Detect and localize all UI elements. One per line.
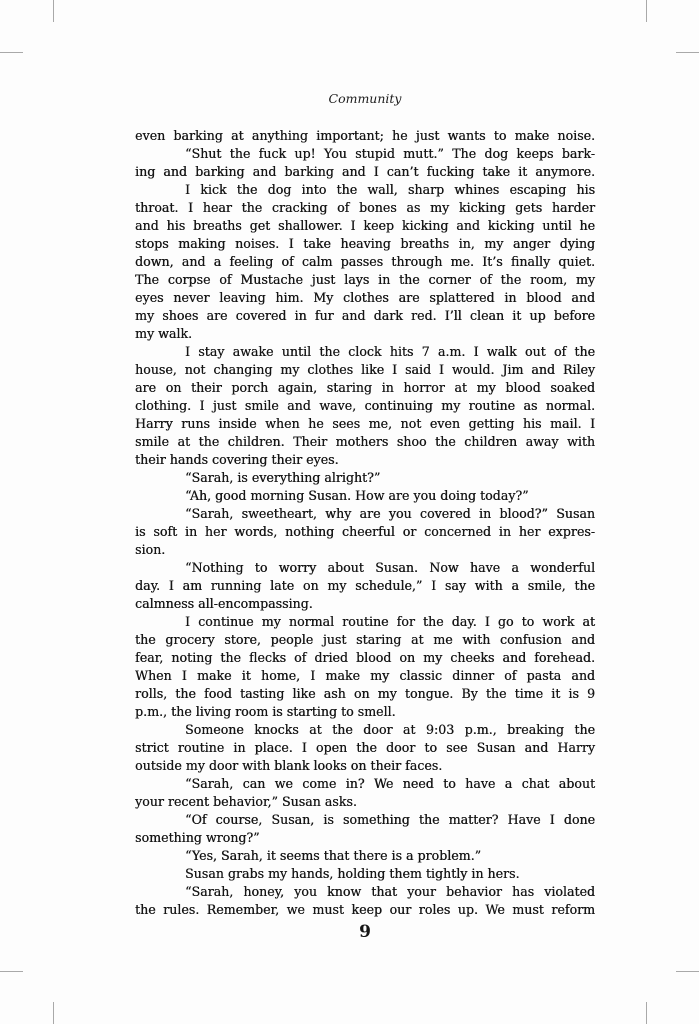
text-line: strict routine in place. I open the door to see Susan and Harry [135, 740, 595, 755]
paragraph [135, 847, 595, 865]
text-line: rolls, the food tasting like ash on my tongue. By the time it is 9 [135, 686, 595, 701]
crop-mark-top-left-horizontal [0, 52, 23, 53]
text-line: the grocery store, people just staring at me with confusion and [135, 632, 595, 647]
text-line: p.m., the living room is starting to smell. [135, 704, 396, 719]
running-header: Community [328, 91, 402, 106]
text-line: stops making noises. I take heaving breaths in, my anger dying [135, 236, 595, 251]
text-line: fear, noting the flecks of dried blood on my cheeks and forehead. [135, 650, 595, 665]
text-line: The corpse of Mustache just lays in the corner of the room, my [135, 272, 595, 287]
text-line: something wrong?” [135, 830, 260, 845]
crop-mark-bottom-right-vertical [646, 1002, 647, 1024]
text-line: is soft in her words, nothing cheerful or concerned in her expres- [135, 524, 595, 539]
text-line: are on their porch again, staring in horror at my blood soaked [135, 380, 595, 395]
paragraph [135, 613, 595, 721]
text-line: Harry runs inside when he sees me, not even getting his mail. I [135, 416, 595, 431]
text-line: the rules. Remember, we must keep our roles up. We must reform [135, 902, 595, 917]
text-line: “Yes, Sarah, it seems that there is a problem.” [185, 848, 482, 863]
text-line: down, and a feeling of calm passes through me. It’s finally quiet. [135, 254, 595, 269]
text-line: my shoes are covered in fur and dark red. I’ll clean it up before [135, 308, 595, 323]
crop-mark-top-right-vertical [646, 0, 647, 22]
crop-mark-top-left-vertical [53, 0, 54, 22]
paragraph [135, 775, 595, 811]
paragraph [135, 883, 595, 919]
text-line: When I make it home, I make my classic dinner of pasta and [135, 668, 595, 683]
text-line: outside my door with blank looks on their faces. [135, 758, 443, 773]
page-number: 9 [359, 922, 371, 942]
text-line: Susan grabs my hands, holding them tightly in hers. [185, 866, 520, 881]
text-line: I kick the dog into the wall, sharp whines escaping his [185, 182, 595, 197]
crop-mark-top-right-horizontal [676, 52, 699, 53]
text-line: their hands covering their eyes. [135, 452, 339, 467]
text-line: throat. I hear the cracking of bones as my kicking gets harder [135, 200, 595, 215]
text-line: even barking at anything important; he just wants to make noise. [135, 128, 595, 143]
paragraph [135, 181, 595, 343]
text-line: I stay awake until the clock hits 7 a.m. I walk out of the [185, 344, 595, 359]
paragraph [135, 145, 595, 181]
text-line: your recent behavior,” Susan asks. [135, 794, 357, 809]
paragraph [135, 343, 595, 469]
text-line: “Sarah, sweetheart, why are you covered in blood?” Susan [185, 506, 595, 521]
paragraph [135, 865, 595, 883]
text-line: “Of course, Susan, is something the matter? Have I done [185, 812, 595, 827]
paragraph [135, 505, 595, 559]
paragraph [135, 127, 595, 145]
text-line: “Ah, good morning Susan. How are you doing today?” [185, 488, 529, 503]
text-line: house, not changing my clothes like I said I would. Jim and Riley [135, 362, 595, 377]
text-line: I continue my normal routine for the day. I go to work at [185, 614, 595, 629]
text-line: “Shut the fuck up! You stupid mutt.” The dog keeps bark- [185, 146, 595, 161]
crop-mark-bottom-right-horizontal [676, 971, 699, 972]
text-line: “Sarah, honey, you know that your behavior has violated [185, 884, 595, 899]
text-line: sion. [135, 542, 166, 557]
crop-mark-bottom-left-horizontal [0, 971, 23, 972]
body-text [135, 127, 595, 919]
crop-mark-bottom-left-vertical [53, 1002, 54, 1024]
text-line: Someone knocks at the door at 9:03 p.m., breaking the [185, 722, 595, 737]
text-line: eyes never leaving him. My clothes are splattered in blood and [135, 290, 595, 305]
text-line: smile at the children. Their mothers shoo the children away with [135, 434, 595, 449]
paragraph [135, 811, 595, 847]
text-line: “Sarah, can we come in? We need to have a chat about [185, 776, 595, 791]
text-line: clothing. I just smile and wave, continuing my routine as normal. [135, 398, 595, 413]
paragraph [135, 469, 595, 487]
text-line: calmness all-encompassing. [135, 596, 313, 611]
paragraph [135, 559, 595, 613]
text-line: day. I am running late on my schedule,” I say with a smile, the [135, 578, 595, 593]
text-line: “Sarah, is everything alright?” [185, 470, 381, 485]
text-line: and his breaths get shallower. I keep kicking and kicking until he [135, 218, 595, 233]
paragraph [135, 487, 595, 505]
paragraph [135, 721, 595, 775]
text-line: my walk. [135, 326, 193, 341]
text-line: “Nothing to worry about Susan. Now have a wonderful [185, 560, 595, 575]
text-line: ing and barking and barking and I can’t fucking take it anymore. [135, 164, 595, 179]
